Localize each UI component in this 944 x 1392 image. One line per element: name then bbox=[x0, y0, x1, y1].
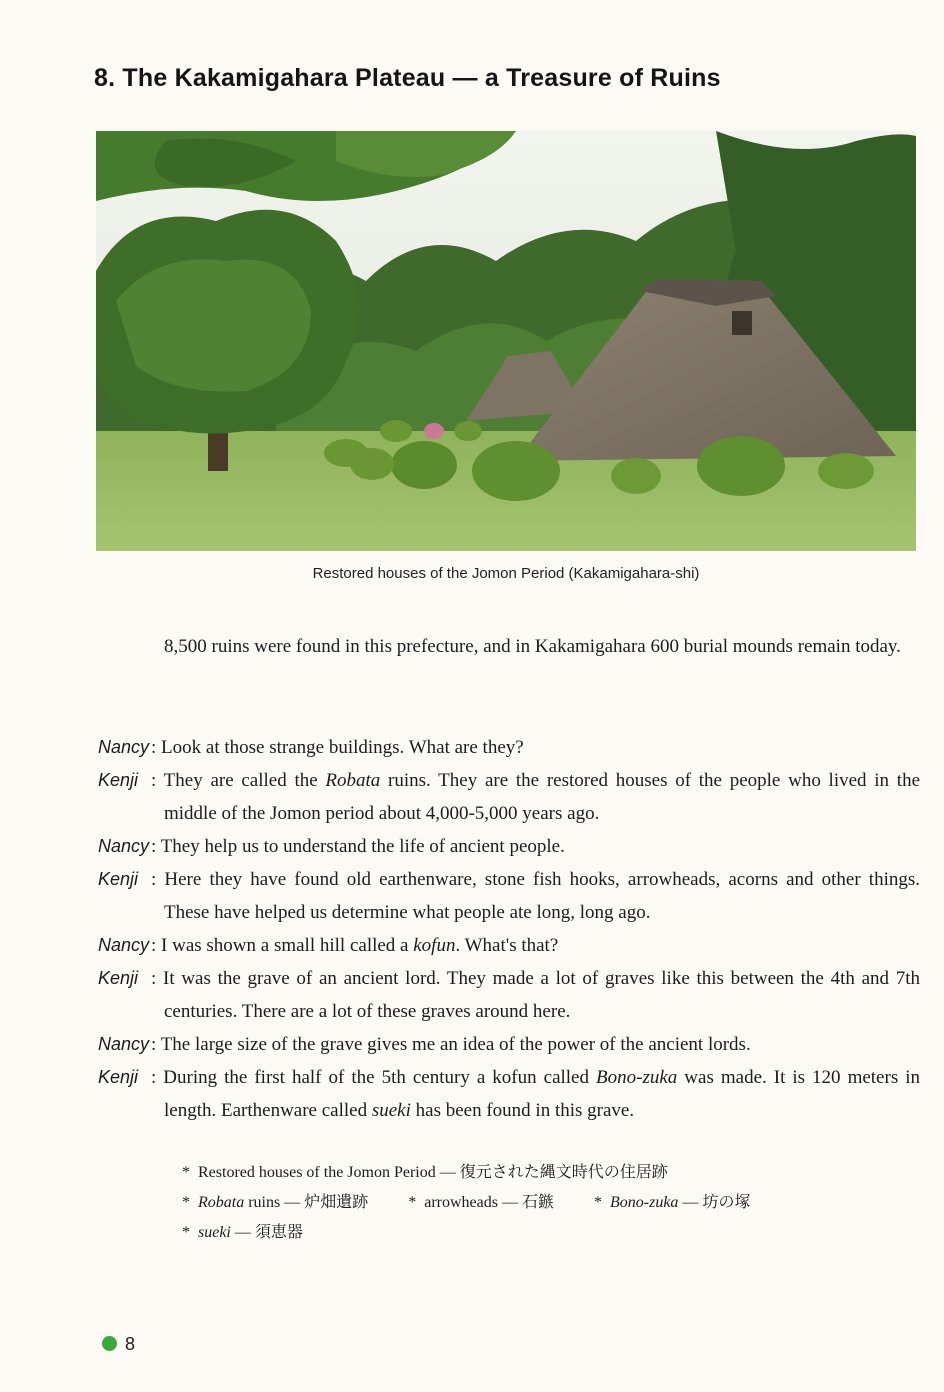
speech-fragment: ruins. They are the restored houses of the people who lived in the middle of the Jomon period about 4,000-5,000 years ago. bbox=[164, 770, 921, 824]
note-dash: — bbox=[435, 1164, 460, 1181]
note-japanese: 坊の塚 bbox=[702, 1194, 751, 1211]
speech-text bbox=[164, 1061, 920, 1127]
dialogue-line bbox=[98, 830, 920, 863]
speech-text bbox=[164, 962, 920, 1028]
page-number bbox=[102, 1334, 135, 1355]
intro-text: 8,500 ruins were found in this prefecture, and in Kakamigahara 600 burial mounds remain today. bbox=[164, 636, 901, 657]
note-dash: — bbox=[230, 1224, 255, 1241]
note-item bbox=[594, 1188, 750, 1218]
asterisk-icon: * bbox=[408, 1194, 417, 1211]
note-term-suffix: ruins bbox=[244, 1194, 281, 1211]
note-term: Restored houses of the Jomon Period bbox=[198, 1164, 436, 1181]
speech-fragment: They are called the bbox=[163, 770, 326, 791]
note-item bbox=[182, 1158, 668, 1188]
section-heading: 8. The Kakamigahara Plateau — a Treasure of Ruins bbox=[94, 64, 721, 92]
speech-term: Robata bbox=[325, 770, 381, 791]
speaker-name: Nancy bbox=[98, 1034, 150, 1054]
note-row bbox=[182, 1188, 902, 1218]
speaker-name: Kenji bbox=[98, 770, 139, 790]
photo-restored-houses bbox=[96, 131, 916, 551]
note-term: Bono-zuka bbox=[610, 1194, 679, 1211]
dialogue-line bbox=[98, 1028, 920, 1061]
note-item bbox=[182, 1188, 368, 1218]
note-item bbox=[408, 1188, 554, 1218]
speech-text bbox=[161, 731, 920, 764]
speech-fragment: has been found in this grave. bbox=[410, 1100, 635, 1121]
note-term: arrowheads bbox=[424, 1194, 498, 1211]
note-term: Robata bbox=[198, 1194, 245, 1211]
photo-illustration bbox=[96, 131, 916, 551]
note-dash: — bbox=[678, 1194, 703, 1211]
note-japanese: 復元された縄文時代の住居跡 bbox=[459, 1164, 668, 1181]
page-number-text: 8 bbox=[125, 1334, 136, 1354]
dialogue-line bbox=[98, 731, 920, 764]
speech-fragment: Look at those strange buildings. What are they? bbox=[161, 737, 524, 758]
note-dash: — bbox=[497, 1194, 522, 1211]
page-dot-icon bbox=[102, 1336, 117, 1351]
dialogue-line bbox=[98, 962, 920, 1028]
vocabulary-notes bbox=[182, 1158, 902, 1248]
speech-fragment: was made. It is 120 meters in length. Earthenware called bbox=[164, 1067, 921, 1121]
speaker-name: Kenji bbox=[98, 968, 139, 988]
speech-fragment: Here they have found old earthenware, stone fish hooks, arrowheads, acorns and other things. These have helped us determine what people ate long, long ago. bbox=[164, 869, 921, 923]
speech-text bbox=[161, 929, 920, 962]
asterisk-icon: * bbox=[182, 1224, 190, 1241]
dialogue bbox=[98, 731, 920, 1127]
speech-fragment: I was shown a small hill called a bbox=[161, 935, 414, 956]
speech-term: Bono-zuka bbox=[596, 1067, 678, 1088]
speech-fragment: During the first half of the 5th century a kofun called bbox=[163, 1067, 597, 1088]
dialogue-line bbox=[98, 1061, 920, 1127]
note-dash: — bbox=[280, 1194, 305, 1211]
speech-term: sueki bbox=[371, 1100, 411, 1121]
speaker-name: Kenji bbox=[98, 869, 139, 889]
dialogue-line bbox=[98, 863, 920, 929]
asterisk-icon: * bbox=[594, 1194, 602, 1211]
note-japanese: 炉畑遺跡 bbox=[304, 1194, 369, 1211]
speaker-name: Nancy bbox=[98, 836, 150, 856]
speaker-name: Kenji bbox=[98, 1067, 139, 1087]
speech-fragment: It was the grave of an ancient lord. They made a lot of graves like this between the 4th and 7th centuries. There are a lot of these graves around here. bbox=[163, 968, 920, 1022]
speech-text bbox=[164, 764, 920, 830]
asterisk-icon: * bbox=[182, 1194, 190, 1211]
speech-fragment: The large size of the grave gives me an idea of the power of the ancient lords. bbox=[160, 1034, 751, 1055]
dialogue-line bbox=[98, 764, 920, 830]
note-term: sueki bbox=[198, 1224, 231, 1241]
speaker-name: Nancy bbox=[98, 935, 150, 955]
note-japanese: 石鏃 bbox=[521, 1194, 554, 1211]
photo-caption: Restored houses of the Jomon Period (Kakamigahara-shi) bbox=[312, 565, 700, 582]
note-row bbox=[182, 1158, 902, 1188]
note-japanese: 須恵器 bbox=[254, 1224, 303, 1241]
speech-text bbox=[164, 863, 920, 929]
intro-paragraph bbox=[142, 630, 920, 664]
speech-fragment: They help us to understand the life of ancient people. bbox=[160, 836, 565, 857]
dialogue-line bbox=[98, 929, 920, 962]
speech-term: kofun bbox=[413, 935, 456, 956]
speech-text bbox=[160, 830, 920, 863]
note-item bbox=[182, 1218, 303, 1248]
note-row bbox=[182, 1218, 902, 1248]
speech-text bbox=[160, 1028, 920, 1061]
speaker-name: Nancy bbox=[98, 737, 150, 757]
speech-fragment: . What's that? bbox=[455, 935, 559, 956]
asterisk-icon: * bbox=[182, 1164, 190, 1181]
